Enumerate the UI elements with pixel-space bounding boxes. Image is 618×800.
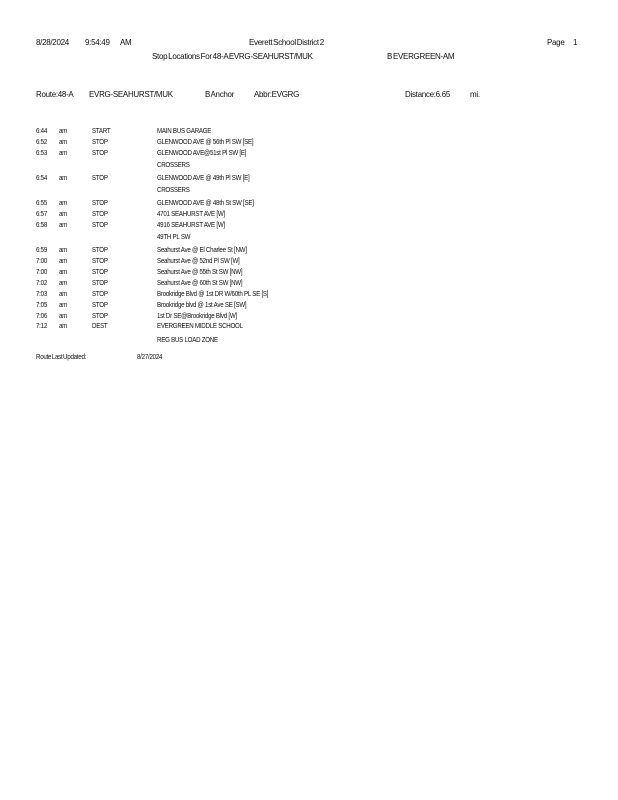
stop-ampm: am (59, 148, 68, 157)
stop-type: STOP (92, 278, 108, 287)
stop-type: STOP (92, 289, 108, 298)
stop-type: STOP (92, 198, 108, 207)
stop-ampm: am (59, 126, 68, 135)
stop-location: GLENWOOD AVE @ 48th St SW [SE] (157, 198, 254, 207)
stop-time: 6:59 (36, 245, 48, 254)
stop-location: GLENWOOD AVE @ 49th Pl SW [E] (157, 173, 250, 182)
stop-type: DEST (92, 321, 108, 330)
stop-time: 6:44 (36, 126, 48, 135)
stop-time: 7:00 (36, 256, 48, 265)
stop-type: STOP (92, 267, 108, 276)
route-id: Route:48-A (36, 90, 74, 99)
stop-location: GLENWOOD AVE@51st Pl SW [E] (157, 148, 247, 157)
stop-ampm: am (59, 278, 68, 287)
report-ampm: AM (120, 38, 132, 47)
report-subtitle: Stop Locations For 48-A EVRG-SEAHURST/MUK (152, 52, 313, 61)
stop-type: STOP (92, 173, 108, 182)
district-title: Everett School District 2 (249, 38, 324, 47)
distance-unit: mi. (470, 90, 480, 99)
stop-location: Seahurst Ave @ 52nd Pl SW [W] (157, 256, 240, 265)
route-name: EVRG-SEAHURST/MUK (89, 90, 173, 99)
stop-type: STOP (92, 256, 108, 265)
stop-note: 49TH PL SW (157, 232, 191, 241)
stop-ampm: am (59, 300, 68, 309)
stop-note: CROSSERS (157, 185, 190, 194)
stop-ampm: am (59, 209, 68, 218)
route-distance: Distance:6.65 (405, 90, 451, 99)
stop-ampm: am (59, 256, 68, 265)
report-date: 8/28/2024 (36, 38, 69, 47)
stop-ampm: am (59, 198, 68, 207)
stop-type: STOP (92, 311, 108, 320)
stop-note: REG BUS LOAD ZONE (157, 335, 218, 344)
stop-time: 7:12 (36, 321, 48, 330)
stop-ampm: am (59, 220, 68, 229)
stop-ampm: am (59, 173, 68, 182)
stop-ampm: am (59, 321, 68, 330)
stop-time: 7:06 (36, 311, 48, 320)
stop-location: GLENWOOD AVE @ 56th Pl SW [SE] (157, 137, 254, 146)
page-label: Page (547, 38, 565, 47)
report-subtitle-right: B EVERGREEN-AM (387, 52, 455, 61)
stop-location: 4916 SEAHURST AVE [W] (157, 220, 225, 229)
stop-type: STOP (92, 209, 108, 218)
stop-time: 7:02 (36, 278, 48, 287)
stop-location: Seahurst Ave @ 60th St SW [NW] (157, 278, 243, 287)
stop-location: 1st Dr SE@Brookridge Blvd [W] (157, 311, 237, 320)
stop-time: 6:55 (36, 198, 48, 207)
stop-ampm: am (59, 245, 68, 254)
footer-date: 8/27/2024 (137, 352, 163, 361)
stop-note: CROSSERS (157, 160, 190, 169)
route-abbr: Abbr:EVGRG (254, 90, 300, 99)
stop-ampm: am (59, 289, 68, 298)
footer-label: Route Last Updated: (36, 352, 87, 361)
stop-ampm: am (59, 137, 68, 146)
stop-time: 7:05 (36, 300, 48, 309)
stop-location: MAIN BUS GARAGE (157, 126, 212, 135)
stop-type: STOP (92, 245, 108, 254)
stop-location: EVERGREEN MIDDLE SCHOOL (157, 321, 243, 330)
stop-type: STOP (92, 300, 108, 309)
stop-time: 6:54 (36, 173, 48, 182)
page-number: 1 (573, 38, 578, 47)
stop-ampm: am (59, 267, 68, 276)
route-anchor: B Anchor (205, 90, 235, 99)
stop-time: 7:00 (36, 267, 48, 276)
stop-time: 7:03 (36, 289, 48, 298)
stop-location: Seahurst Ave @ 55th St SW [NW] (157, 267, 243, 276)
stop-time: 6:58 (36, 220, 48, 229)
stop-type: STOP (92, 148, 108, 157)
stop-time: 6:52 (36, 137, 48, 146)
report-time: 9:54:49 (85, 38, 110, 47)
stop-location: 4701 SEAHURST AVE [W] (157, 209, 225, 218)
stop-ampm: am (59, 311, 68, 320)
stop-type: STOP (92, 137, 108, 146)
stop-time: 6:53 (36, 148, 48, 157)
stop-location: Brookridge Blvd @ 1st DR W/60th PL SE [S] (157, 289, 269, 298)
stop-time: 6:57 (36, 209, 48, 218)
stop-location: Brookridge blvd @ 1st Ave SE [SW] (157, 300, 247, 309)
stop-location: Seahurst Ave @ El Charlee St [NW] (157, 245, 247, 254)
stop-type: STOP (92, 220, 108, 229)
stop-type: START (92, 126, 111, 135)
